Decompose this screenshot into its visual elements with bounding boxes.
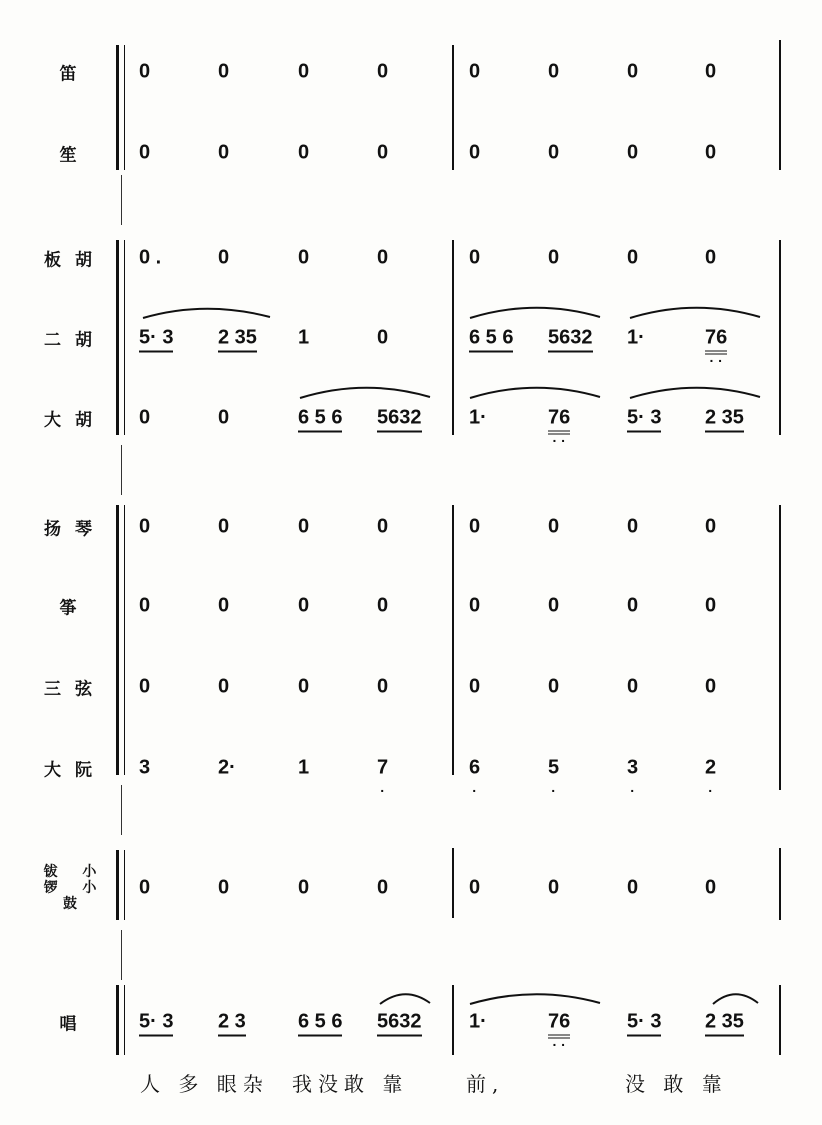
note-text: 5· 3	[627, 1011, 661, 1037]
note-text: 0	[218, 675, 230, 698]
instrument-label: 扬琴	[44, 519, 106, 540]
lyric-4: 没 敢 靠	[625, 1072, 728, 1096]
note-text: 76	[705, 327, 727, 355]
note-text: 1·	[627, 326, 645, 349]
note-text: 5· 3	[139, 327, 173, 353]
note-cell	[218, 595, 229, 618]
note-text: 0	[298, 876, 310, 899]
note-cell	[627, 247, 638, 270]
note-cell	[548, 247, 559, 270]
note-cell	[627, 595, 638, 618]
note-cell	[469, 516, 480, 539]
note-cell	[377, 61, 388, 84]
note-text: 0	[548, 60, 560, 83]
note-text: 0	[377, 594, 389, 617]
note-cell	[548, 142, 559, 165]
note-cell	[139, 516, 150, 539]
note-text: 2 3	[218, 1011, 246, 1037]
instrument-label: 笙	[59, 145, 91, 166]
note-text: 0	[469, 876, 481, 899]
note-cell	[705, 595, 716, 618]
note-cell	[469, 595, 480, 618]
instrument-label: 笛	[59, 64, 91, 85]
note-cell	[469, 877, 480, 900]
note-text: 0	[548, 675, 560, 698]
note-text: 2 35	[705, 407, 744, 433]
note-cell	[705, 676, 716, 699]
note-cell	[377, 516, 388, 539]
note-text: 1·	[469, 406, 487, 429]
note-text: 0	[469, 246, 481, 269]
note-text: 0	[548, 141, 560, 164]
note-text: 0	[139, 141, 151, 164]
instrument-label: 钹 小锣 小鼓	[43, 864, 107, 912]
note-text: 0	[218, 876, 230, 899]
note-text: 0	[548, 594, 560, 617]
note-cell	[139, 61, 150, 84]
note-cell	[139, 757, 150, 780]
note-cell	[298, 516, 309, 539]
note-text: 0	[705, 60, 717, 83]
note-cell	[548, 676, 559, 699]
note-text: 1·	[469, 1010, 487, 1033]
note-cell	[548, 756, 560, 799]
note-text: 0	[705, 876, 717, 899]
note-cell	[218, 1011, 246, 1034]
note-cell	[705, 877, 716, 900]
note-text: 0	[139, 675, 151, 698]
note-text: 7	[377, 756, 389, 779]
note-text: 0	[469, 60, 481, 83]
note-cell	[627, 407, 661, 430]
note-text: 0	[298, 675, 310, 698]
note-text: 0	[377, 60, 389, 83]
note-text: 0	[218, 246, 230, 269]
note-cell	[218, 327, 257, 350]
note-cell	[139, 1011, 173, 1034]
note-cell	[627, 756, 639, 799]
note-text: 0	[298, 60, 310, 83]
note-cell	[469, 142, 480, 165]
note-cell	[548, 327, 593, 350]
note-text: 0	[705, 594, 717, 617]
note-cell	[218, 516, 229, 539]
note-text: 5· 3	[627, 407, 661, 433]
note-cell	[469, 327, 513, 350]
instrument-label: 二胡	[44, 330, 106, 351]
note-cell	[298, 595, 309, 618]
note-text: 0	[218, 515, 230, 538]
note-cell	[298, 1011, 342, 1034]
note-text: 76	[548, 407, 570, 435]
note-cell	[377, 756, 389, 799]
note-text: 0	[377, 326, 389, 349]
note-text: 5	[548, 756, 560, 779]
note-text: 0	[627, 515, 639, 538]
note-text: 6	[469, 756, 481, 779]
note-cell	[548, 516, 559, 539]
note-cell	[218, 676, 229, 699]
note-cell	[548, 1010, 571, 1053]
note-text: 0	[377, 141, 389, 164]
note-cell	[139, 595, 150, 618]
note-cell	[139, 676, 150, 699]
note-cell	[298, 142, 309, 165]
note-cell	[705, 326, 728, 369]
note-cell	[705, 142, 716, 165]
instrument-label: 筝	[59, 598, 91, 619]
note-text: 0	[469, 675, 481, 698]
slur	[143, 309, 270, 318]
note-cell	[548, 595, 559, 618]
note-cell	[377, 247, 388, 270]
note-cell	[469, 247, 480, 270]
note-cell	[139, 877, 150, 900]
note-cell	[705, 1011, 744, 1034]
note-cell	[218, 757, 236, 780]
note-text: 0	[298, 515, 310, 538]
note-cell	[139, 407, 150, 430]
note-cell	[377, 407, 422, 430]
note-text: 0	[469, 594, 481, 617]
note-text: 0	[218, 594, 230, 617]
note-text: 0	[377, 675, 389, 698]
note-cell	[627, 61, 638, 84]
note-text: 0	[377, 246, 389, 269]
note-cell	[469, 756, 481, 799]
note-cell	[218, 247, 229, 270]
note-text: 0	[548, 876, 560, 899]
note-text: 0	[377, 876, 389, 899]
note-text: 0	[218, 406, 230, 429]
note-text: 6 5 6	[469, 327, 513, 353]
note-cell	[298, 247, 309, 270]
note-text: 5632	[377, 407, 422, 433]
note-text: 0	[218, 141, 230, 164]
instrument-label: 三弦	[44, 679, 106, 700]
instrument-label: 唱	[59, 1014, 91, 1035]
slur	[470, 388, 600, 398]
slur	[380, 994, 430, 1004]
note-cell	[469, 407, 487, 430]
note-cell	[218, 142, 229, 165]
note-cell	[627, 1011, 661, 1034]
note-text: 2 35	[218, 327, 257, 353]
low-octave-dots: ·	[551, 782, 556, 799]
note-text: 0	[705, 675, 717, 698]
note-text: 3	[139, 756, 151, 779]
instrument-label: 大阮	[44, 760, 106, 781]
note-text: 6 5 6	[298, 407, 342, 433]
note-cell	[377, 676, 388, 699]
note-cell	[705, 407, 744, 430]
note-cell	[298, 407, 342, 430]
note-cell	[705, 756, 717, 799]
note-text: 0	[627, 246, 639, 269]
note-cell	[548, 877, 559, 900]
note-text: 0	[298, 246, 310, 269]
note-cell	[627, 877, 638, 900]
note-text: 5632	[548, 327, 593, 353]
note-text: 0	[298, 141, 310, 164]
low-octave-dots: · ·	[552, 432, 566, 449]
slur	[630, 308, 760, 318]
instrument-label: 大胡	[44, 410, 106, 431]
note-cell	[377, 1011, 422, 1034]
note-text: 0	[705, 141, 717, 164]
note-cell	[469, 61, 480, 84]
note-text: 0	[705, 246, 717, 269]
note-cell	[705, 61, 716, 84]
note-cell	[548, 61, 559, 84]
note-text: 3	[627, 756, 639, 779]
note-cell	[139, 327, 173, 350]
note-cell	[627, 516, 638, 539]
note-cell	[218, 61, 229, 84]
lyric-1: 人 多 眼杂	[140, 1072, 269, 1096]
note-text: 0	[139, 60, 151, 83]
note-text: 5· 3	[139, 1011, 173, 1037]
low-octave-dots: ·	[472, 782, 477, 799]
note-cell	[218, 877, 229, 900]
note-text: 2·	[218, 756, 236, 779]
note-cell	[627, 327, 645, 350]
note-text: 76	[548, 1011, 570, 1039]
note-text: 0	[218, 60, 230, 83]
lyric-3: 前,	[466, 1072, 505, 1096]
note-cell	[627, 142, 638, 165]
note-cell	[298, 327, 309, 350]
note-cell	[627, 676, 638, 699]
note-text: 2 35	[705, 1011, 744, 1037]
note-text: 0	[377, 515, 389, 538]
slur	[470, 308, 600, 318]
note-cell	[139, 142, 150, 165]
note-text: 1	[298, 756, 310, 779]
note-cell	[298, 877, 309, 900]
note-text: 0	[469, 515, 481, 538]
note-cell	[548, 406, 571, 449]
note-cell	[377, 877, 388, 900]
slur	[300, 388, 430, 398]
note-cell	[298, 61, 309, 84]
note-text: 5632	[377, 1011, 422, 1037]
note-cell	[139, 247, 161, 270]
note-cell	[705, 247, 716, 270]
note-text: 0	[627, 141, 639, 164]
note-text: 0	[139, 594, 151, 617]
note-text: 0	[627, 594, 639, 617]
note-cell	[469, 676, 480, 699]
note-text: 0	[139, 876, 151, 899]
note-text: 6 5 6	[298, 1011, 342, 1037]
note-cell	[377, 327, 388, 350]
note-text: 0	[548, 515, 560, 538]
low-octave-dots: ·	[380, 782, 385, 799]
note-text: 0 .	[139, 246, 162, 269]
slur	[470, 994, 600, 1004]
note-cell	[218, 407, 229, 430]
slur	[630, 388, 760, 398]
note-text: 0	[139, 515, 151, 538]
note-text: 0	[627, 675, 639, 698]
note-text: 0	[705, 515, 717, 538]
low-octave-dots: · ·	[552, 1036, 566, 1053]
note-text: 0	[548, 246, 560, 269]
note-text: 0	[469, 141, 481, 164]
note-text: 1	[298, 326, 310, 349]
lyric-2: 我没敢 靠	[292, 1072, 409, 1096]
note-text: 0	[298, 594, 310, 617]
low-octave-dots: ·	[708, 782, 713, 799]
note-cell	[705, 516, 716, 539]
note-text: 0	[627, 60, 639, 83]
instrument-label: 板胡	[44, 250, 106, 271]
note-cell	[469, 1011, 487, 1034]
low-octave-dots: · ·	[709, 352, 723, 369]
note-cell	[377, 595, 388, 618]
slur	[713, 994, 758, 1004]
note-text: 2	[705, 756, 717, 779]
note-cell	[298, 676, 309, 699]
note-text: 0	[627, 876, 639, 899]
note-text: 0	[139, 406, 151, 429]
note-cell	[377, 142, 388, 165]
note-cell	[298, 757, 309, 780]
low-octave-dots: ·	[630, 782, 635, 799]
